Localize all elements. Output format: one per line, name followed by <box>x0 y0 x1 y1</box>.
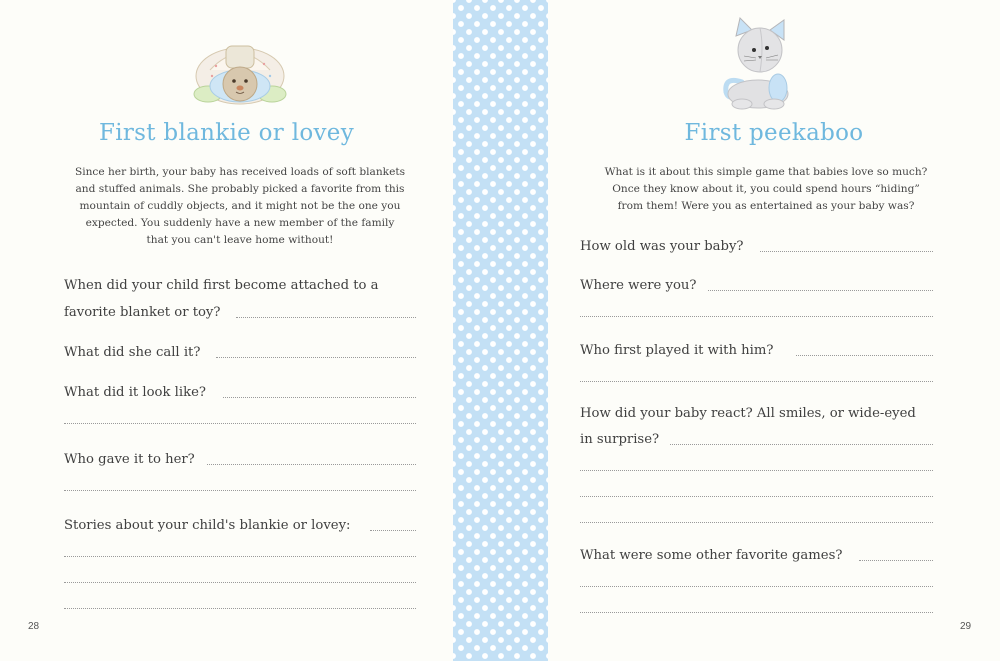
answer-line[interactable] <box>64 490 416 491</box>
page-number: 29 <box>960 621 972 632</box>
intro-line: mountain of cuddly objects, and it might not be the one you <box>79 200 401 212</box>
polka-dot-gutter <box>453 0 548 661</box>
question-label: How old was your baby? <box>580 239 744 254</box>
question-label: What did it look like? <box>64 385 206 400</box>
turtle-plush-icon <box>190 40 290 112</box>
page-title: First blankie or lovey <box>98 120 355 146</box>
answer-line[interactable] <box>580 381 933 382</box>
kitten-plush-icon <box>714 16 794 112</box>
intro-line: Since her birth, your baby has received loads of soft blankets <box>74 166 406 178</box>
answer-line[interactable] <box>236 317 416 318</box>
question-label: Where were you? <box>580 278 697 293</box>
question-label: What did she call it? <box>64 345 201 360</box>
question-label: Stories about your child's blankie or lovey: <box>64 518 351 533</box>
answer-line[interactable] <box>207 464 416 465</box>
answer-line[interactable] <box>64 423 416 424</box>
answer-line[interactable] <box>216 357 416 358</box>
question-label: Who first played it with him? <box>580 343 774 358</box>
answer-line[interactable] <box>580 316 933 317</box>
intro-text <box>576 164 956 215</box>
answer-line[interactable] <box>796 355 933 356</box>
right-page <box>548 0 1000 661</box>
intro-line: that you can't leave home without! <box>146 234 334 246</box>
answer-line[interactable] <box>64 582 416 583</box>
answer-line[interactable] <box>580 586 933 587</box>
intro-line: from them! Were you as entertained as your baby was? <box>617 200 915 212</box>
answer-line[interactable] <box>223 397 416 398</box>
answer-line[interactable] <box>64 556 416 557</box>
intro-line: What is it about this simple game that babies love so much? <box>604 166 928 178</box>
left-page <box>0 0 453 661</box>
answer-line[interactable] <box>708 290 933 291</box>
answer-line[interactable] <box>580 496 933 497</box>
answer-line[interactable] <box>580 522 933 523</box>
question-label: How did your baby react? All smiles, or wide-eyed <box>580 406 916 421</box>
intro-line: and stuffed animals. She probably picked a favorite from this <box>75 183 405 195</box>
answer-line[interactable] <box>859 560 933 561</box>
answer-line[interactable] <box>370 530 416 531</box>
intro-text <box>55 164 425 249</box>
intro-line: Once they know about it, you could spend hours “hiding” <box>612 183 920 195</box>
question-label: When did your child first become attached to a <box>64 278 379 293</box>
question-label: What were some other favorite games? <box>580 548 843 563</box>
answer-line[interactable] <box>670 444 933 445</box>
answer-line[interactable] <box>64 608 416 609</box>
answer-line[interactable] <box>760 251 933 252</box>
question-label: in surprise? <box>580 432 660 447</box>
answer-line[interactable] <box>580 612 933 613</box>
answer-line[interactable] <box>580 470 933 471</box>
page-title: First peekaboo <box>684 120 864 146</box>
question-label: favorite blanket or toy? <box>64 305 221 320</box>
question-label: Who gave it to her? <box>64 452 195 467</box>
page-number: 28 <box>28 621 40 632</box>
intro-line: expected. You suddenly have a new member of the family <box>85 217 395 229</box>
